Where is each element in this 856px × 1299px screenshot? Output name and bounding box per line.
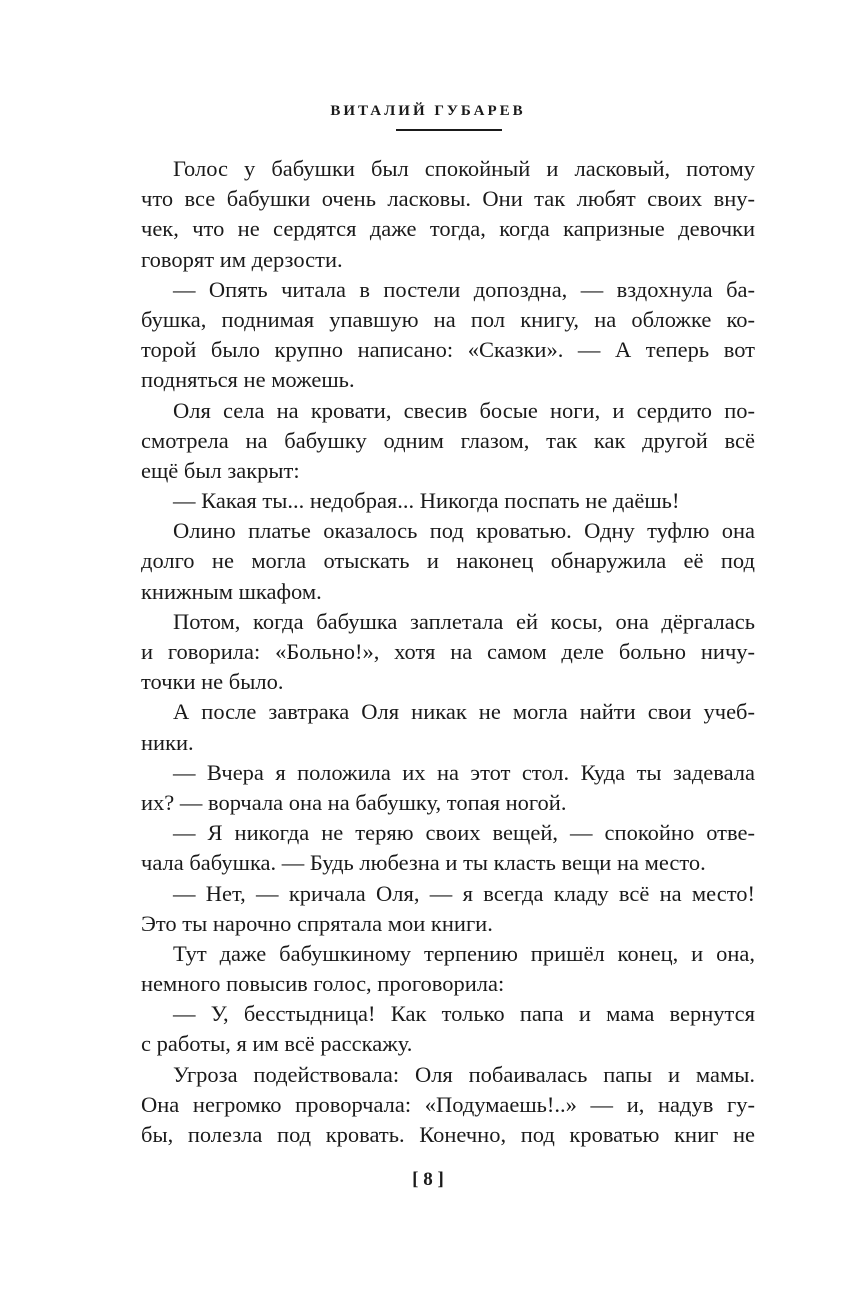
body-text (141, 154, 755, 1150)
running-head-author: ВИТАЛИЙ ГУБАРЕВ (330, 103, 526, 119)
text-line: Олино платье оказалось под кроватью. Одну туфлю она (173, 518, 755, 544)
text-line: — Я никогда не теряю своих вещей, — спокойно отве- (173, 820, 755, 846)
text-line: долго не могла отыскать и наконец обнаружила её под (141, 548, 755, 574)
text-line: смотрела на бабушку одним глазом, так как другой всё (141, 427, 755, 453)
text-line: — Вчера я положила их на этот стол. Куда ты задевала (173, 759, 755, 785)
text-line: Она негромко проворчала: «Подумаешь!..» — и, надув гу- (141, 1091, 755, 1117)
text-line: Потом, когда бабушка заплетала ей косы, она дёргалась (173, 608, 755, 634)
text-line: — У, бесстыдница! Как только папа и мама вернутся (173, 1001, 755, 1027)
text-line: ещё был закрыт: (141, 457, 300, 483)
text-line: — Опять читала в постели допоздна, — вздохнула ба- (173, 276, 755, 302)
text-line: и говорила: «Больно!», хотя на самом деле больно ничу- (141, 639, 755, 664)
text-line: ники. (141, 729, 194, 755)
text-line: — Какая ты... недобрая... Никогда поспать не даёшь! (173, 488, 680, 514)
text-line: книжным шкафом. (141, 578, 322, 604)
text-line: бы, полезла под кровать. Конечно, под кроватью книг не (141, 1122, 755, 1147)
text-line: торой было крупно написано: «Сказки». — А теперь вот (141, 337, 755, 363)
text-line: что все бабушки очень ласковы. Они так любят своих вну- (141, 186, 755, 212)
text-line: Оля села на кровати, свесив босые ноги, и сердито по- (173, 397, 755, 423)
text-line: говорят им дерзости. (141, 246, 343, 272)
text-line: Угроза подействовала: Оля побаивалась папы и мамы. (173, 1061, 755, 1087)
page-number: [ 8 ] (412, 1169, 444, 1190)
header-rule (396, 129, 502, 131)
text-line: Это ты нарочно спрятала мои книги. (141, 910, 493, 936)
text-line: подняться не можешь. (141, 367, 355, 393)
text-line: бушка, поднимая упавшую на пол книгу, на обложке ко- (141, 306, 755, 332)
text-line: чала бабушка. — Будь любезна и ты класть вещи на место. (141, 850, 706, 876)
text-line: Голос у бабушки был спокойный и ласковый, потому (173, 156, 755, 181)
text-line: Тут даже бабушкиному терпению пришёл конец, и она, (173, 940, 755, 966)
text-line: их? — ворчала она на бабушку, топая ногой. (141, 789, 567, 815)
text-line: А после завтрака Оля никак не могла найти свои учеб- (173, 699, 755, 725)
text-line: чек, что не сердятся даже тогда, когда капризные девочки (141, 216, 755, 242)
text-line: — Нет, — кричала Оля, — я всегда кладу всё на место! (173, 880, 755, 906)
text-line: с работы, я им всё расскажу. (141, 1031, 413, 1057)
text-line: точки не было. (141, 669, 284, 695)
text-line: немного повысив голос, проговорила: (141, 971, 505, 997)
